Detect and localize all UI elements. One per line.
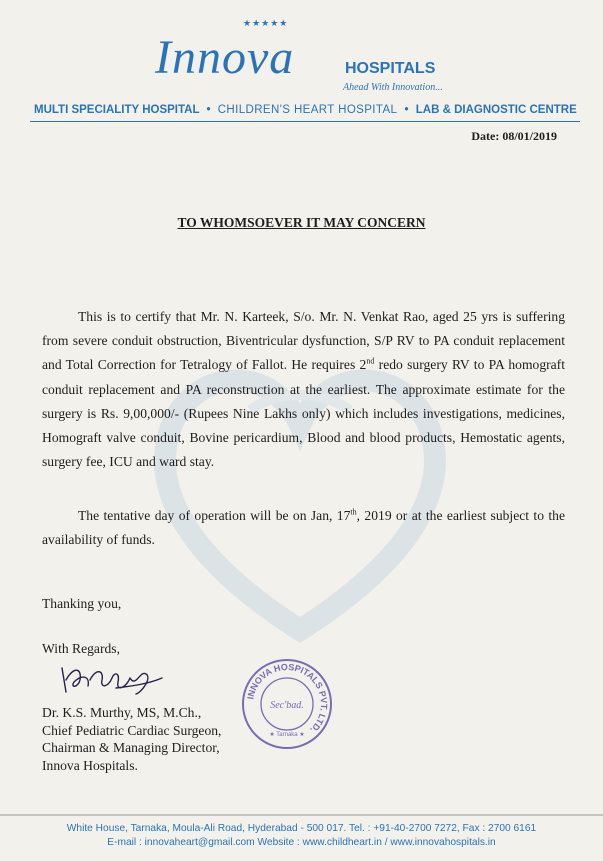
hospital-seal-stamp <box>239 656 335 752</box>
bullet-icon: • <box>404 104 409 116</box>
regards-line: With Regards, <box>42 641 120 656</box>
paragraph-2-part-2: , 2019 or at the earliest subject to the availability of funds. <box>42 508 566 548</box>
logo-hospitals-label: HOSPITALS <box>345 60 436 77</box>
footer-divider <box>0 814 603 816</box>
letter-date: Date: 08/01/2019 <box>471 129 557 143</box>
speciality-childrens-heart: CHILDREN'S HEART HOSPITAL <box>217 104 398 116</box>
thanking-line: Thanking you, <box>42 596 122 611</box>
letter-subject: TO WHOMSOEVER IT MAY CONCERN <box>177 215 426 230</box>
logo-wordmark: Innova <box>155 31 295 84</box>
footer-address: White House, Tarnaka, Moula-Ali Road, Hyderabad - 500 017. Tel. : +91-40-2700 7272, Fax : 2700 6161 <box>66 823 537 834</box>
paragraph-1-superscript: nd <box>366 356 375 366</box>
header-divider <box>30 121 580 122</box>
speciality-lab: LAB & DIAGNOSTIC CENTRE <box>415 104 577 116</box>
bullet-icon: • <box>206 104 211 116</box>
logo-stars: ★★★★★ <box>243 18 289 28</box>
paragraph-2-part-1: The tentative day of operation will be on Jan, 17 <box>78 508 351 523</box>
seal-inner-text: Sec'bad. <box>270 700 304 711</box>
speciality-multi: MULTI SPECIALITY HOSPITAL <box>34 104 200 116</box>
signatory-organisation: Innova Hospitals. <box>42 757 138 773</box>
body-paragraph-1 <box>42 305 565 474</box>
paragraph-1-part-1: This is to certify that Mr. N. Karteek, S/o. Mr. N. Venkat Rao, aged 25 yrs is suffering from severe conduit obstruction, Biventricular dysfunction, S/P RV to PA conduit replacement and Total Correction for Tetralogy of Fallot. He requires 2 <box>42 309 565 373</box>
paragraph-1-part-2: redo surgery RV to PA homograft conduit replacement and PA reconstruction at the earliest. The approximate estimate for the surgery is Rs. 9,00,000/- (Rupees Nine Lakhs only) which includes investigations, medicines, Homograft valve conduit, Bovine pericardium, Blood and blood products, Hemostatic agents, surgery fee, ICU and ward stay. <box>42 357 565 470</box>
footer-contact: E-mail : innovaheart@gmail.com Website : www.childheart.in / www.innovahospitals.in <box>107 837 496 848</box>
signatory-title-1: Chief Pediatric Cardiac Surgeon, <box>42 722 222 738</box>
letterhead-footer <box>0 822 603 850</box>
signatory-name: Dr. K.S. Murthy, MS, M.Ch., <box>42 705 202 720</box>
body-paragraph-2 <box>42 504 565 552</box>
specialities-line <box>34 104 579 116</box>
signatory-title-2: Chairman & Managing Director, <box>42 740 220 755</box>
seal-lower-text: ★ Tarnaka ★ <box>269 732 305 738</box>
signature-icon <box>56 658 166 698</box>
signatory-block <box>42 704 221 774</box>
paragraph-2-superscript: th <box>350 507 357 517</box>
innova-logo <box>155 18 455 98</box>
logo-tagline: Ahead With Innovation... <box>343 82 443 93</box>
svg-text:INNOVA HOSPITALS PVT. LTD. <box>245 662 329 735</box>
seal-outer-text: INNOVA HOSPITALS PVT. LTD. <box>245 661 330 736</box>
